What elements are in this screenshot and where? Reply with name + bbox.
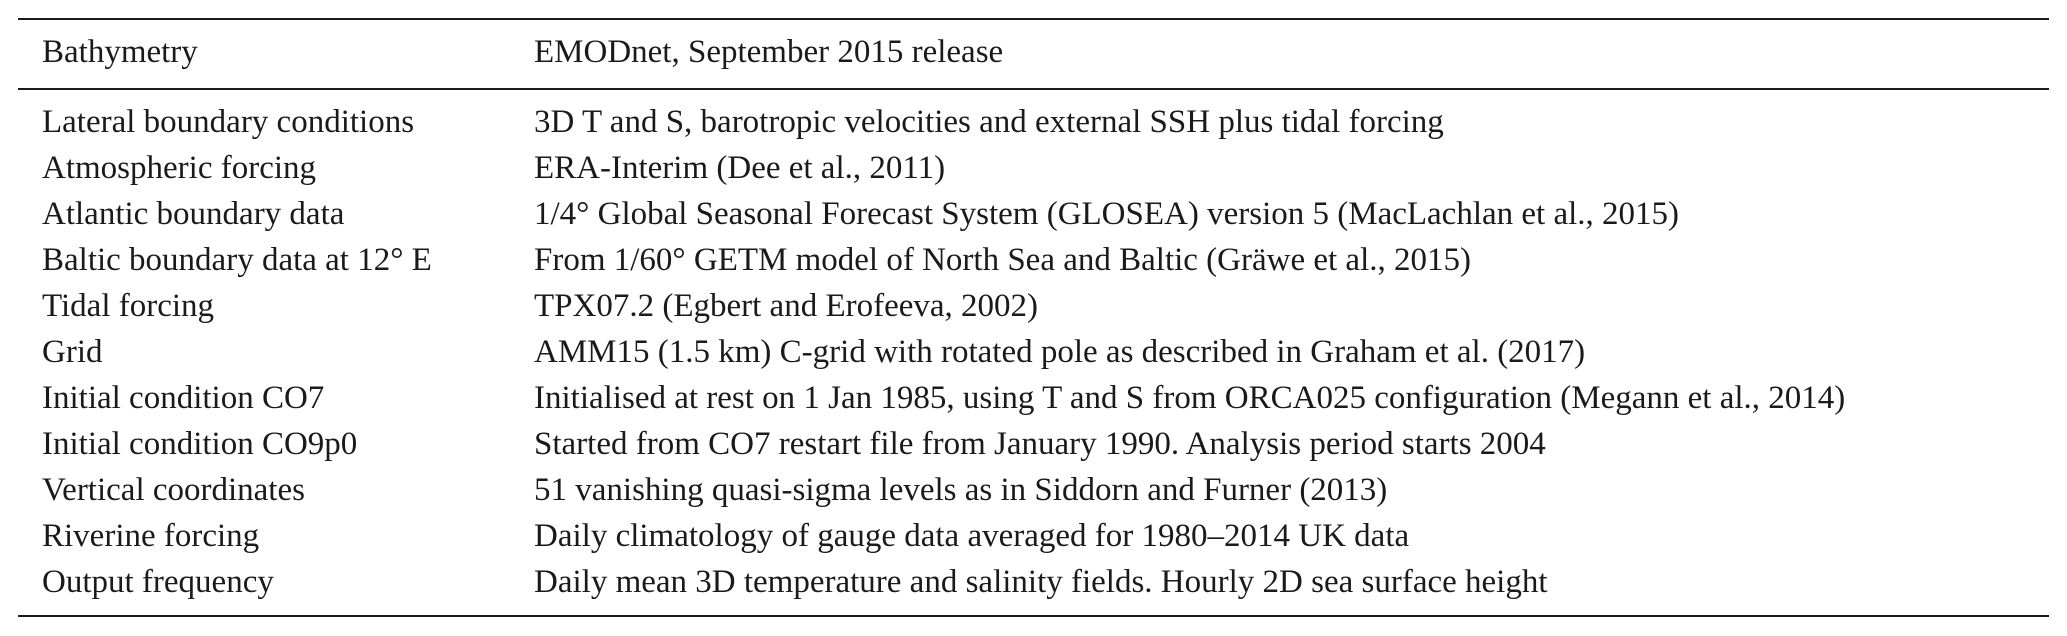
parameter-cell: Lateral boundary conditions <box>42 104 415 140</box>
parameter-cell: Riverine forcing <box>42 518 260 554</box>
table-row <box>0 329 2067 375</box>
value-cell: AMM15 (1.5 km) C-grid with rotated pole as described in Graham et al. (2017) <box>534 334 1586 370</box>
value-cell: 3D T and S, barotropic velocities and external SSH plus tidal forcing <box>534 104 1444 140</box>
value-cell: From 1/60° GETM model of North Sea and Baltic (Gräwe et al., 2015) <box>534 242 1471 278</box>
parameter-cell: Tidal forcing <box>42 288 215 324</box>
table-row <box>0 513 2067 559</box>
value-cell: 51 vanishing quasi-sigma levels as in Siddorn and Furner (2013) <box>534 472 1388 508</box>
parameter-cell: Output frequency <box>42 564 274 600</box>
value-cell: 1/4° Global Seasonal Forecast System (GLOSEA) version 5 (MacLachlan et al., 2015) <box>534 196 1680 232</box>
table-row <box>0 375 2067 421</box>
parameter-cell: Grid <box>42 334 103 370</box>
table-bottom-rule <box>18 615 2049 617</box>
parameter-cell: Atmospheric forcing <box>42 150 317 186</box>
table-row <box>0 467 2067 513</box>
value-cell: Initialised at rest on 1 Jan 1985, using T and S from ORCA025 configuration (Megann et al., 2014) <box>534 380 1846 416</box>
table-row <box>0 283 2067 329</box>
table-row <box>0 99 2067 145</box>
parameter-cell: Vertical coordinates <box>42 472 305 508</box>
parameter-cell: Atlantic boundary data <box>42 196 345 232</box>
table-top-rule <box>18 18 2049 20</box>
table-row <box>0 237 2067 283</box>
table-row <box>0 421 2067 467</box>
table-row <box>0 191 2067 237</box>
value-cell: ERA-Interim (Dee et al., 2011) <box>534 150 946 186</box>
table-row <box>0 145 2067 191</box>
table-header-row <box>0 29 2067 75</box>
value-cell: Daily mean 3D temperature and salinity fields. Hourly 2D sea surface height <box>534 564 1548 600</box>
parameter-cell: Initial condition CO7 <box>42 380 325 416</box>
header-value-cell: EMODnet, September 2015 release <box>534 34 1004 70</box>
parameter-cell: Initial condition CO9p0 <box>42 426 358 462</box>
value-cell: TPX07.2 (Egbert and Erofeeva, 2002) <box>534 288 1039 324</box>
header-parameter-cell: Bathymetry <box>42 34 198 70</box>
value-cell: Daily climatology of gauge data averaged for 1980–2014 UK data <box>534 518 1410 554</box>
table-row <box>0 559 2067 605</box>
parameter-cell: Baltic boundary data at 12° E <box>42 242 432 278</box>
value-cell: Started from CO7 restart file from January 1990. Analysis period starts 2004 <box>534 426 1546 462</box>
table-header-rule <box>18 88 2049 90</box>
